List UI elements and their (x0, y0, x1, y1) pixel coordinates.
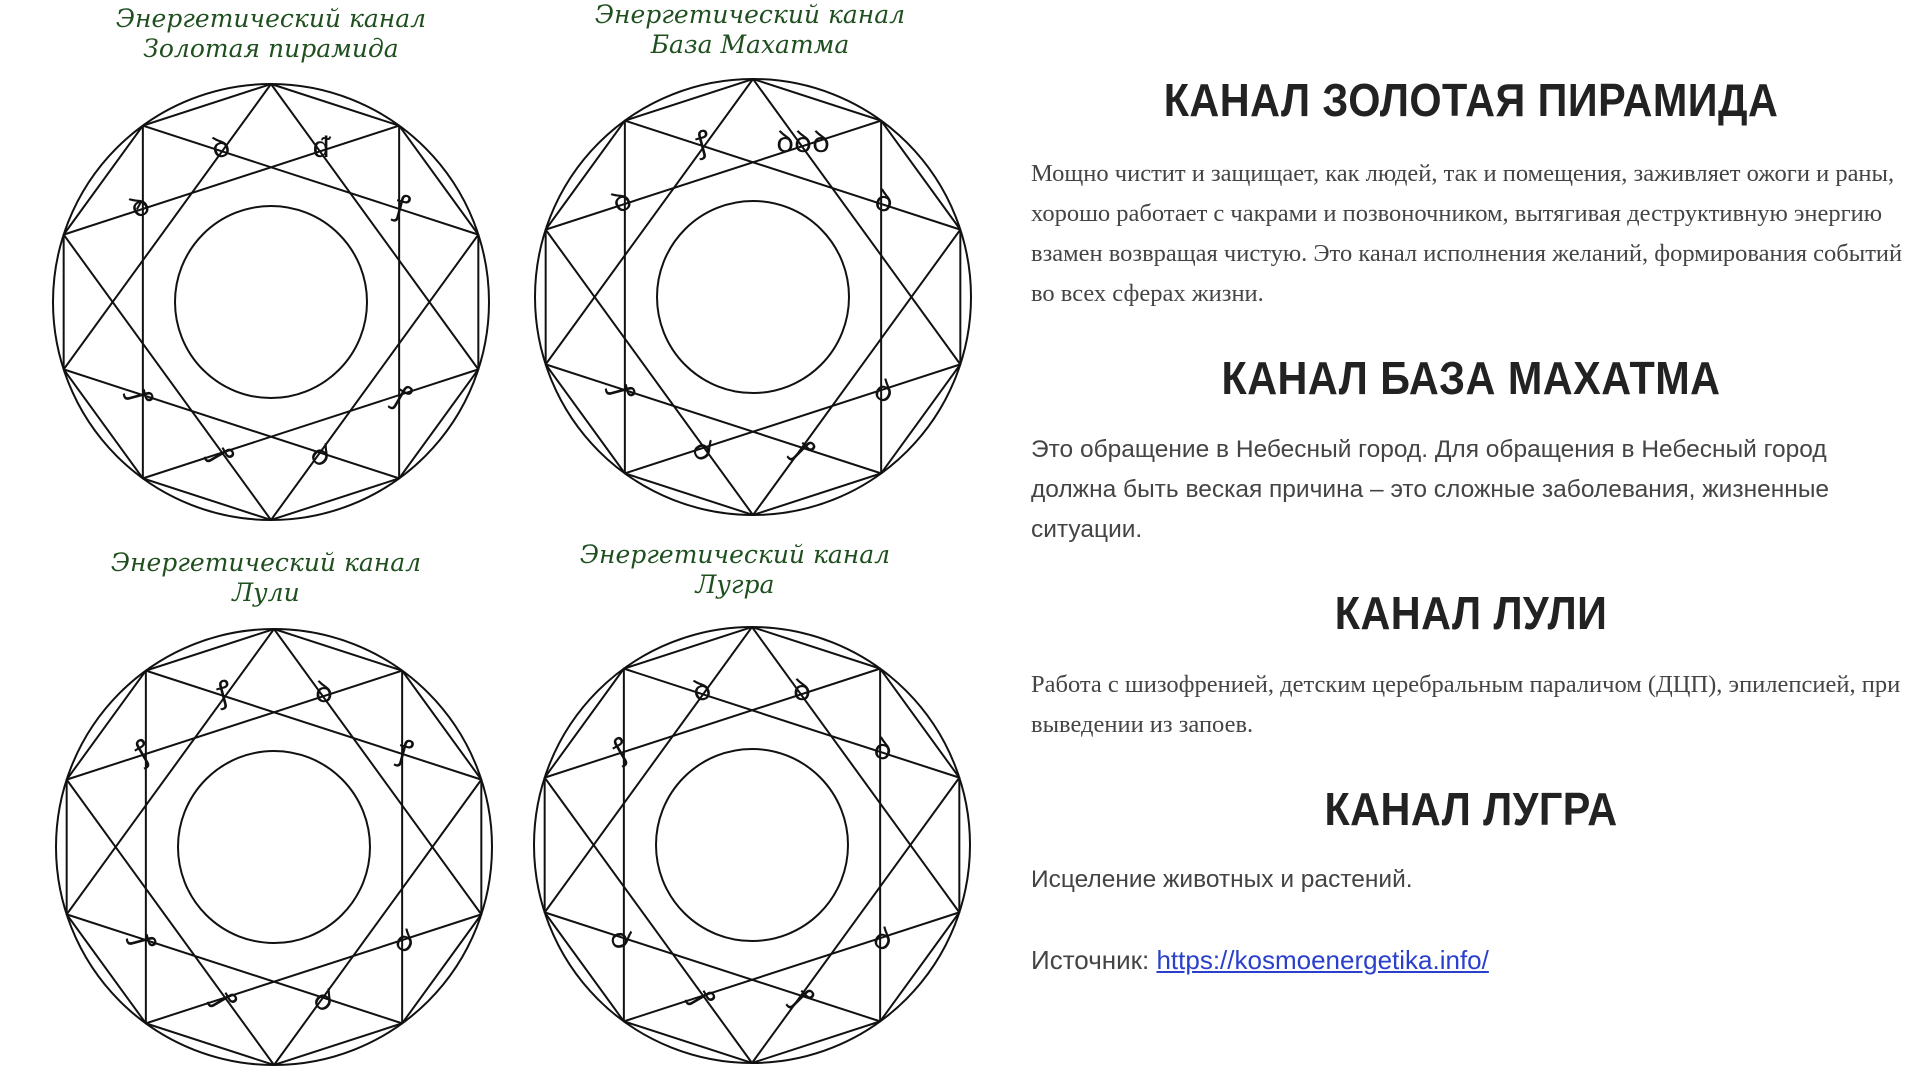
sigil-8-icon (591, 910, 651, 970)
sigil-mark: ꝺ (302, 436, 341, 475)
section-body-baza-mahatma: Это обращение в Небесный город. Для обращения в Небесный город должна быть веская причина – это сложные заболевания, жизненные ситуации. (1031, 436, 1830, 543)
inner-circle (656, 749, 848, 941)
sigil-5-icon (372, 367, 432, 427)
inner-circle (175, 206, 367, 398)
sigil-6-icon (294, 971, 354, 1031)
sigil-2-icon (672, 661, 732, 721)
sigil-7-icon (191, 426, 251, 486)
sigil-mark: ꝺꝺꝺ (776, 124, 830, 160)
sigil-mark: ꝭ (683, 983, 722, 1014)
section-heading-zolotaya-piramida: КАНАЛ ЗОЛОТАЯ ПИРАМИДА (1163, 74, 1779, 126)
sigil-7-icon (194, 971, 254, 1031)
sigil-mark: ꝭ (605, 730, 636, 769)
sigil-mark: ꝭ (127, 732, 158, 771)
diagram-lugra (520, 540, 1020, 1080)
sigil-5-icon (853, 910, 913, 970)
caption-line-2: Золотая пирамида (143, 34, 399, 63)
sigil-mark: ꝭ (691, 123, 715, 162)
sigil-mark: ꝺ (869, 730, 897, 769)
sigil-8-icon (592, 362, 652, 422)
section-body-lugra: Исцеление животных и растений. (1031, 866, 1413, 893)
sigil-mark: ꝭ (212, 673, 236, 712)
sigil-mark: ꝺ (866, 920, 900, 960)
sigil-3-icon (772, 661, 832, 721)
sigil-mark: ꝭ (390, 187, 414, 226)
sigil-6-icon (291, 426, 351, 486)
sigil-1-icon (110, 177, 170, 237)
sigil-6-icon (773, 421, 833, 481)
sigil-3-icon (291, 118, 351, 178)
sigil-mark: ꝭ (785, 433, 821, 469)
outer-circle (53, 84, 489, 520)
sigil-mark: ᵭ (312, 129, 330, 165)
sigil-mark: ꝭ (784, 981, 820, 1017)
sigil-mark: ꝭ (205, 985, 244, 1016)
sigil-mark: ꝺ (305, 981, 344, 1020)
sigil-1-icon (592, 172, 652, 232)
channel-diagram-figure (520, 540, 1020, 1080)
sigil-5-icon (854, 362, 914, 422)
decagon-outline (546, 79, 961, 515)
channel-diagram-figure (0, 0, 520, 540)
decagon-outline (64, 84, 479, 520)
sigil-3-icon (294, 663, 354, 723)
sigil-1-icon (591, 720, 651, 780)
sigil-8-icon (110, 367, 170, 427)
caption-line-2: База Махатма (650, 30, 850, 59)
caption-line-1: Энергетический канал (594, 0, 906, 29)
sigil-4-icon (854, 172, 914, 232)
section-body-zolotaya-piramida: Мощно чистит и защищает, как людей, так и помещения, заживляет ожоги и раны, хорошо работает с чакрами и позвоночником, вытягивая деструктивную энергию взамен возвращая чистую. Это канал исполнения желаний, формирования событий во всех сферах жизни. (1031, 160, 1903, 307)
sigil-mark: ꝺ (602, 926, 641, 954)
diagram-baza-mahatma (520, 0, 1020, 540)
sigil-mark: ꝺ (605, 181, 639, 221)
sigil-mark: ꝺ (388, 922, 422, 962)
sigil-2-icon (194, 663, 254, 723)
sigil-mark: ꝺ (315, 674, 334, 710)
sigil-mark: ꝺ (867, 372, 901, 412)
sigil-7-icon (673, 421, 733, 481)
sigil-4-icon (375, 722, 435, 782)
sigil-6-icon (772, 969, 832, 1029)
source-label: Источник: (1031, 945, 1157, 975)
sigil-mark: ꝺ (683, 434, 724, 468)
decagon-outline (67, 629, 482, 1065)
inner-circle (178, 751, 370, 943)
article-panel (1031, 0, 1911, 1080)
channel-diagram-figure (520, 0, 1020, 540)
sigil-mark: ꝺ (207, 128, 235, 167)
caption-line-1: Энергетический канал (115, 4, 427, 33)
caption-line-2: Лугра (695, 570, 775, 599)
sigil-mark: ꝺ (870, 182, 898, 221)
sigil-mark: ꝭ (387, 378, 418, 416)
sigil-mark: ꝺ (688, 671, 716, 710)
sigil-2-icon (673, 113, 733, 173)
source-link[interactable]: https://kosmoenergetika.info/ (1156, 945, 1489, 975)
sigil-mark: ꝭ (202, 440, 241, 471)
sigil-mark: ꝺ̷ (123, 186, 157, 226)
sigil-mark: ꝭ (124, 930, 163, 954)
outer-circle (535, 79, 971, 515)
sigil-mark: ꝺ (793, 672, 812, 708)
sigil-mark: ꝭ (603, 380, 642, 404)
sigil-1-icon (113, 722, 173, 782)
section-heading-luli: КАНАЛ ЛУЛИ (1334, 587, 1608, 639)
diagram-zolotaya-piramida (0, 0, 520, 540)
channel-diagram-figure (0, 540, 520, 1080)
caption-line-1: Энергетический канал (110, 548, 422, 577)
sigil-3-icon (773, 113, 833, 173)
outer-circle (56, 629, 492, 1065)
decagon-outline (545, 627, 960, 1063)
caption-line-1: Энергетический канал (579, 540, 891, 569)
sigil-mark: ꝭ (393, 732, 417, 771)
source-line (1031, 940, 1911, 980)
sigil-7-icon (672, 969, 732, 1029)
diagram-luli (0, 540, 520, 1080)
outer-circle (534, 627, 970, 1063)
sigil-4-icon (372, 177, 432, 237)
caption-line-2: Лули (232, 578, 300, 607)
sigil-mark: ꝭ (121, 385, 160, 409)
section-heading-lugra: КАНАЛ ЛУГРА (1324, 783, 1618, 835)
inner-circle (657, 201, 849, 393)
section-body-luli: Работа с шизофренией, детским церебральным параличом (ДЦП), эпилепсией, при выведении из запоев. (1031, 671, 1901, 738)
sigil-8-icon (113, 912, 173, 972)
sigil-5-icon (375, 912, 435, 972)
sigil-2-icon (191, 118, 251, 178)
sigil-4-icon (853, 720, 913, 780)
section-heading-baza-mahatma: КАНАЛ БАЗА МАХАТМА (1221, 352, 1721, 404)
